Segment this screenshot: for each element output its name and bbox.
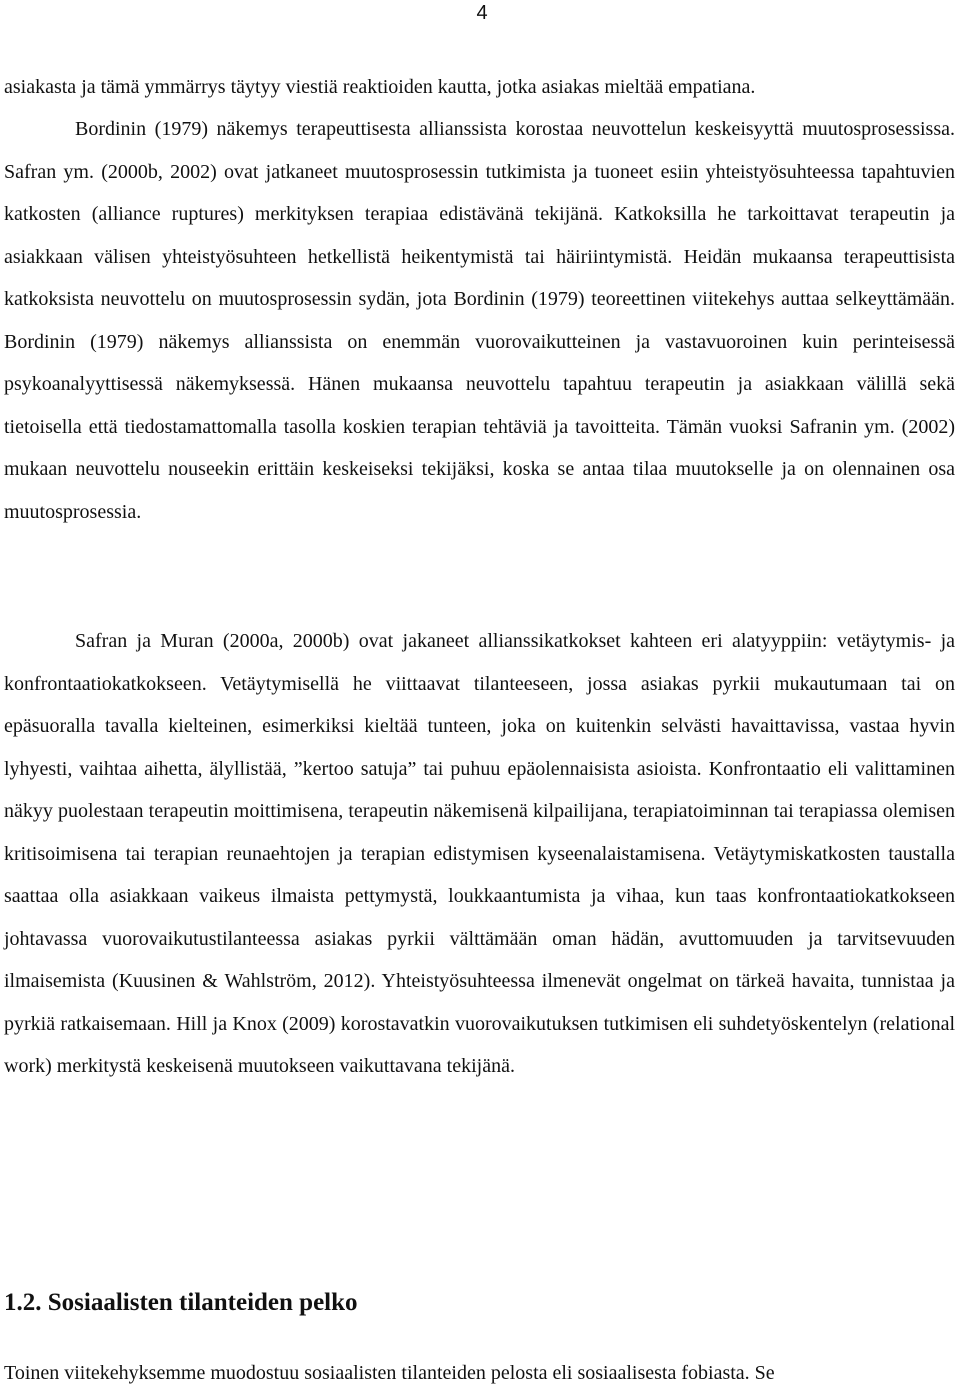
page-number: 4 (476, 2, 488, 24)
section-heading: 1.2. Sosiaalisten tilanteiden pelko (4, 1289, 358, 1316)
paragraph-text: Toinen viitekehyksemme muodostuu sosiaalisten tilanteiden pelosta eli sosiaalisesta fobiasta. Se (4, 1362, 775, 1384)
paragraph-text: asiakasta ja tämä ymmärrys täytyy viestiä reaktioiden kautta, jotka asiakas mieltää empatiana. (4, 76, 756, 98)
paragraph-bordin (4, 108, 955, 533)
paragraph-text: Bordinin (1979) näkemys terapeuttisesta allianssista korostaa neuvottelun keskeisyyttä muutosprosessissa. Safran ym. (2000b, 2002) ovat jatkaneet muutosprosessin tutkimista ja tuoneet esiin yhteistyösuhteessa tapahtuvien katkosten (alliance ruptures) merkityksen terapiaa edistävänä tekijänä. Katkoksilla he tarkoittavat terapeutin ja asiakkaan välisen yhteistyösuhteen hetkellistä heikentymistä tai häiriintymistä. Heidän mukaansa terapeuttisista katkoksista neuvottelu on muutosprosessin sydän, jota Bordinin (1979) teoreettinen viitekehys auttaa selkeyttämään. Bordinin (1979) näkemys allianssista on enemmän vuorovaikutteinen ja vastavuoroinen kuin perinteisessä psykoanalyyttisessä näkemyksessä. Hänen mukaansa neuvottelu tapahtuu terapeutin ja asiakkaan välillä sekä tietoisella että tiedostamattomalla tasolla koskien terapian tehtäviä ja tavoitteita. Tämän vuoksi Safranin ym. (2002) mukaan neuvottelu nouseekin erittäin keskeiseksi tekijäksi, koska se antaa tilaa muutokselle ja on olennainen osa muutosprosessia. (4, 118, 955, 523)
paragraph-continuation (4, 66, 955, 109)
paragraph-text: Safran ja Muran (2000a, 2000b) ovat jakaneet allianssikatkokset kahteen eri alatyyppiin: vetäytymis- ja konfrontaatiokatkokseen. Vetäytymisellä he viittaavat tilanteeseen, jossa asiakas pyrkii mukautumaan tai on epäsuoralla tavalla kielteinen, esimerkiksi kieltää tunteen, joka on kuitenkin selvästi havaittavissa, vastaa hyvin lyhyesti, vaihtaa aihetta, älyllistää, ”kertoo satuja” tai puhuu epäolennaisista asioista. Konfrontaatio eli valittaminen näkyy puolestaan terapeutin moittimisena, terapeutin näkemisenä kilpailijana, terapiatoiminnan tai terapiassa olemisen kritisoimisena tai terapian reunaehtojen ja terapian edistymisen kyseenalaistamisena. Vetäytymiskatkosten taustalla saattaa olla asiakkaan vaikeus ilmaista pettymystä, loukkaantumista ja vihaa, kun taas konfrontaatiokatkokseen johtavassa vuorovaikutustilanteessa asiakas pyrkii välttämään oman hädän, avuttomuuden ja tarvitsevuuden ilmaisemista (Kuusinen & Wahlström, 2012). Yhteistyösuhteessa ilmenevät ongelmat on tärkeä havaita, tunnistaa ja pyrkiä ratkaisemaan. Hill ja Knox (2009) korostavatkin vuorovaikutuksen tutkimisen eli suhdetyöskentelyn (relational work) merkitystä keskeisenä muutokseen vaikuttavana tekijänä. (4, 630, 955, 1077)
paragraph-section-start (4, 1352, 955, 1395)
paragraph-safran-muran (4, 620, 955, 1088)
